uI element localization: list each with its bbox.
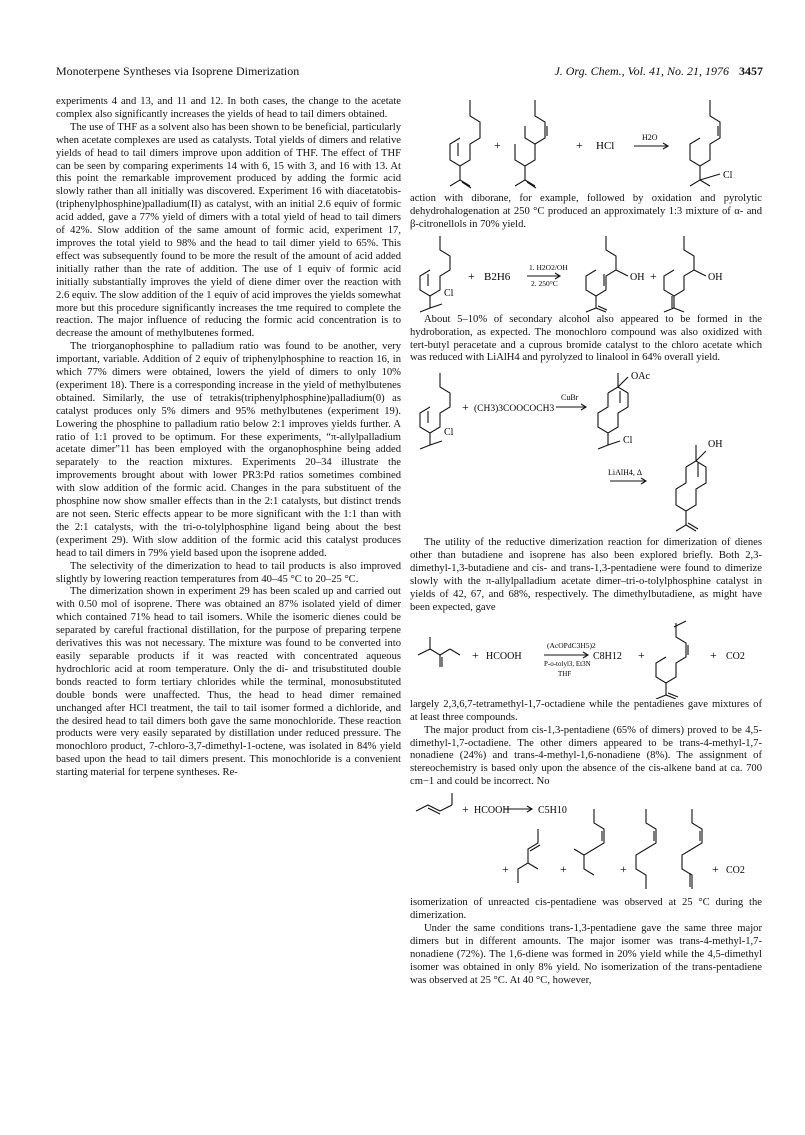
plus-sign: + xyxy=(494,138,501,152)
condition-ligand: P-o-tolyl3, Et3N xyxy=(544,659,591,668)
paragraph: The utility of the reductive dimerization reaction for dimerization of dienes other than butadiene and isoprene has also been explored briefly. Both 2,3-dimethyl-1,3-butadiene and cis- and trans-1,3-pentadiene were found to dimerize slowly with the π-allylpalladium acetate dimer–tri-o-tolylphosphine catalyst in yields of 42, 67, and 68%, respectively. The dimethylbutadiene, as might have been expected, gave xyxy=(410,537,762,613)
paragraph: action with diborane, for example, followed by oxidation and pyrolytic dehydrohalogenation at 250 °C produced an approximately 1:3 mixture of α- and β-citronellols in 70% yield. xyxy=(410,193,762,230)
plus-sign: + xyxy=(620,862,627,877)
product-formula: C5H10 xyxy=(538,805,567,817)
reagent-diborane: B2H6 xyxy=(484,270,511,283)
running-title: Monoterpene Syntheses via Isoprene Dimerization xyxy=(56,64,300,78)
plus-sign: + xyxy=(650,268,657,283)
left-column xyxy=(56,96,401,780)
condition-water: H2O xyxy=(642,133,658,142)
chloro-label: Cl xyxy=(444,427,454,439)
condition-reduction: LiAlH4, Δ xyxy=(608,468,643,478)
hydroxyl-label: OH xyxy=(708,271,723,283)
plus-sign: + xyxy=(462,400,469,415)
reagent-hcl: HCl xyxy=(596,140,615,152)
paragraph: Under the same conditions trans-1,3-pentadiene gave the same three major dimers but in different amounts. The major isomer was trans-4-methyl-1,7-nonadiene (72%). The 1,6-diene was formed in 20% yield while the 4,5-dimethyl isomer was obtained in only 8% yield. No isomerization of the trans-pentadiene was observed at 25 °C. At 40 °C, however, xyxy=(410,922,762,986)
page-number: 3457 xyxy=(739,64,763,78)
right-column xyxy=(410,96,762,987)
hydroxyl-label: OH xyxy=(708,439,723,451)
paragraph: The use of THF as a solvent also has been shown to be beneficial, particularly when acetate complexes are used as catalysts. Total yields of dimers and relative yields of head to tail dimers improve upon addition of THF. The effect of THF can be seen by comparing experiments 14 with 6, 15 with 3, and 16 with 13. At this point the remarkable improvement produced by adding the formic acid slowly rather than all initially was discovered. Experiment 16 with diacetatobis-(triphenylphosphine)palladium(II) as catalyst, with an initial 2.6 equiv of formic acid added, gave a 77% yield of dimers with a total yield of head to tail dimers of 42%. Slow addition of the same amount of formic acid, experiment 17, improves the total yield to 98% and the head to tail dimer yield to 65%. This effect was subsequently found to be more the result of the amount of acid added initially rather than the rate of addition. The use of 1 equiv of formic acid initially substantially improves the yield of diene dimer over the reaction with 2.6 equiv. The slow addition of the 1 equiv of acid improves the yields somewhat more but this procedure significantly increases the tme required to complete the reaction. The major influence of reducing the formic acid concentration is to decrease the amount of methylbutenes formed. xyxy=(56,121,401,340)
carbon-dioxide-label: CO2 xyxy=(726,865,745,877)
scheme-1-structures xyxy=(410,96,762,193)
scheme-hydroboration xyxy=(410,232,762,314)
condition-step-1: 1. H2O2/OH xyxy=(529,262,568,272)
reagent-formic-acid: HCOOH xyxy=(474,805,510,817)
scheme-4-structures xyxy=(410,615,762,699)
paragraph: The selectivity of the dimerization to head to tail products is also improved slightly by lowering reaction temperatures from 40–45 °C to 20–25 °C. xyxy=(56,560,401,585)
paragraph: experiments 4 and 13, and 11 and 12. In both cases, the change to the acetate complex also significantly increases the yields of head to tail dimers obtained. xyxy=(56,96,401,120)
chloro-label: Cl xyxy=(444,287,454,299)
scheme-pentadiene xyxy=(410,789,762,897)
plus-sign: + xyxy=(638,647,645,662)
catalyst-label: (AcOPdC3H5)2 xyxy=(547,640,596,650)
scheme-linalool-synthesis xyxy=(410,365,762,537)
condition-step-2: 2. 250°C xyxy=(531,278,558,288)
plus-sign: + xyxy=(560,862,567,877)
paragraph: largely 2,3,6,7-tetramethyl-1,7-octadiene while the pentadienes gave mixtures of at least three compounds. xyxy=(410,698,762,723)
scheme-5-structures xyxy=(410,789,762,897)
paragraph: isomerization of unreacted cis-pentadiene was observed at 25 °C during the dimerization. xyxy=(410,897,762,922)
chloro-label: Cl xyxy=(723,170,733,181)
plus-sign: + xyxy=(710,647,717,662)
acetoxy-label: OAc xyxy=(631,371,650,383)
scheme-2-structures xyxy=(410,232,762,314)
scheme-3-structures xyxy=(410,365,762,537)
scheme-isoprene-dimer-hcl xyxy=(410,96,762,193)
condition-solvent: THF xyxy=(558,669,572,678)
scheme-dimethylbutadiene xyxy=(410,615,762,699)
paragraph: The major product from cis-1,3-pentadiene (65% of dimers) proved to be 4,5-dimethyl-1,7-octadiene. The other dimers appeared to be trans-4-methyl-1,7-nonadiene (24%) and trans-4-methyl-1,6-nonadiene (8%). The assignment of stereochemistry is based only upon the absence of the cis-alkene band at ca. 700 cm−1 and could be incorrect. No xyxy=(410,724,762,788)
paragraph: About 5–10% of secondary alcohol also appeared to be formed in the hydroboration, as expected. The monochloro compound was also oxidized with tert-butyl peracetate and a cuprous bromide catalyst to the chloro acetate which was reduced with LiAlH4 and pyrolyzed to linalool in 64% overall yield. xyxy=(410,313,762,364)
reagent-formic-acid: HCOOH xyxy=(486,650,522,662)
plus-sign: + xyxy=(712,862,719,877)
chloro-label: Cl xyxy=(623,435,633,447)
hydroxyl-label: OH xyxy=(630,271,645,283)
journal-name: J. Org. Chem., Vol. 41, No. 21, 1976 xyxy=(554,64,729,78)
paragraph: The triorganophosphine to palladium ratio was found to be another, very important, variable. Addition of 2 equiv of triphenylphosphine to reaction 16, in which 77% dimers were obtained, lowers the yield of dimers to only 10% (experiment 18). There is a corresponding increase in the yield of methylbutenes obtained. Similarly, the use of tetrakis(triphenylphosphine)palladium(0) as catalyst produces only 5% dimers and 95% methylbutenes (experiment 19). Lowering the phosphine to palladium ratio below 2:1 improves yields further. A ratio of 1:1 proved to be optimum. For these experiments, “π-allylpalladium acetate dimer”11 has been employed with the organophosphine being added separately to the reaction mixtures. Experiments 20–34 illustrate the improvements brought about with lower PR3:Pd ratios sometimes combined with slow addition of the formic acid. Changes in the para substituent of the phosphine now show smaller effects than in the 2:1 catalysts, but distinct trends are not seen. Steric effects appear to be more significant with the 1:1 than with the 2:1 catalysts, with the tri-o-tolylphosphine ligand being about the best (experiment 29). With slow addition of the formic acid this catalyst produces head to tail dimers in 79% yield based upon the isoprene added. xyxy=(56,341,401,559)
plus-sign: + xyxy=(502,862,509,877)
carbon-dioxide-label: CO2 xyxy=(726,650,745,662)
plus-sign: + xyxy=(462,802,469,817)
plus-sign: + xyxy=(576,138,583,152)
journal-citation xyxy=(554,64,763,79)
paragraph: The dimerization shown in experiment 29 has been scaled up and carried out with 0.50 mol of isoprene. There was obtained an 87% isolated yield of dimer which contained 71% head to tail isomers. While the isomeric dienes could be separated by careful fractional distillation, for the purpose of preparing terpene derivatives this was not necessary. The mixture was found to be converted into easily separable products if it was reacted with concentrated aqueous hydrochloric acid at room temperature. Only the di- and trisubstituted double bonds reacted to form tertiary chlorides while the terminal, monosubstituted double bonds were unaffected. Thus, the head to head dimer remained unchanged after HCl treatment, the tail to tail isomer formed a dichloride, and the desired head to tail dimers both gave the same monochloride. These reaction products were very easily separated by distillation under reduced pressure. The monochloro product, 7-chloro-3,7-dimethyl-1-octene, was isolated in 84% yield based upon the head to tail dimers present. This monochloride is a convenient starting material for terpene syntheses. Re- xyxy=(56,586,401,779)
plus-sign: + xyxy=(468,268,475,283)
plus-sign: + xyxy=(472,647,479,662)
product-formula: C8H12 xyxy=(593,650,622,662)
running-header xyxy=(56,64,763,84)
catalyst-cubr: CuBr xyxy=(561,393,579,403)
reagent-peracetate: (CH3)3COOCOCH3 xyxy=(474,404,555,415)
